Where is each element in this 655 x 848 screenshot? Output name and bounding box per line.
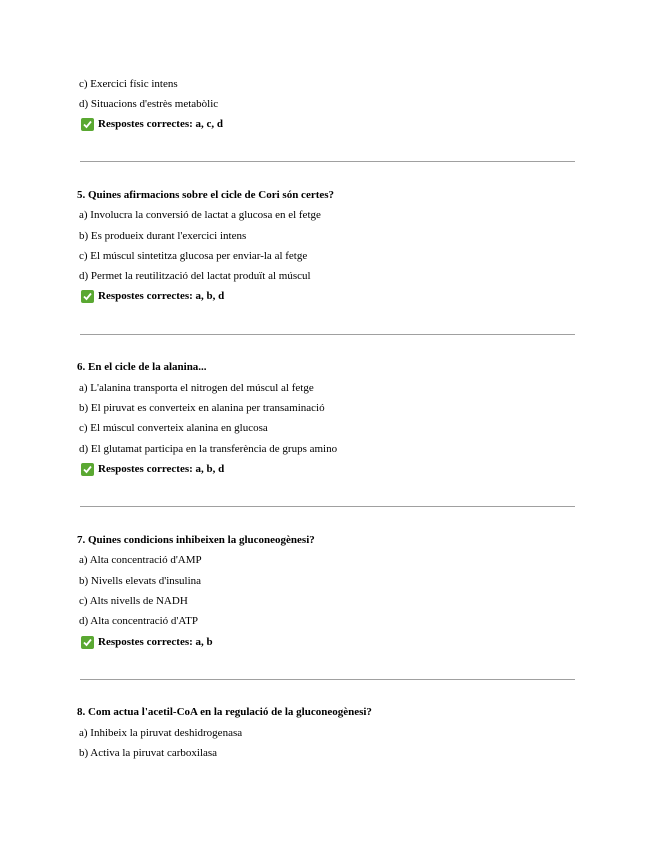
option-d: d) Alta concentració d'ATP xyxy=(79,615,198,627)
check-mark-icon xyxy=(81,290,94,303)
option-c: c) Alts nivells de NADH xyxy=(79,595,188,607)
answer-value: a, c, d xyxy=(195,118,224,130)
question-title: 6. En el cicle de la alanina... xyxy=(77,361,207,373)
option-d: d) El glutamat participa en la transferència de grups amino xyxy=(79,443,338,455)
question-title: 7. Quines condicions inhibeixen la gluconeogènesi? xyxy=(77,534,315,546)
option-b: b) Activa la piruvat carboxilasa xyxy=(79,747,218,759)
check-mark-icon xyxy=(81,118,94,131)
answer-line xyxy=(81,462,224,476)
option-c: c) Exercici físic intens xyxy=(79,78,178,90)
question-title: 8. Com actua l'acetil-CoA en la regulació de la gluconeogènesi? xyxy=(77,706,372,718)
answer-line xyxy=(81,635,213,649)
question-title: 5. Quines afirmacions sobre el cicle de Cori són certes? xyxy=(77,189,335,201)
option-c: c) El múscul sintetitza glucosa per enviar-la al fetge xyxy=(79,250,308,262)
option-a: a) L'alanina transporta el nitrogen del múscul al fetge xyxy=(79,382,314,394)
answer-label: Respostes correctes: xyxy=(98,636,193,648)
divider xyxy=(80,506,575,507)
option-b: b) Es produeix durant l'exercici intens xyxy=(79,230,247,242)
option-b: b) Nivells elevats d'insulina xyxy=(79,575,202,587)
answer-label: Respostes correctes: xyxy=(98,118,193,130)
answer-label: Respostes correctes: xyxy=(98,290,193,302)
divider xyxy=(80,334,575,335)
option-a: a) Inhibeix la piruvat deshidrogenasa xyxy=(79,727,243,739)
answer-line xyxy=(81,117,223,131)
option-c: c) El múscul converteix alanina en glucosa xyxy=(79,422,268,434)
divider xyxy=(80,161,575,162)
answer-value: a, b, d xyxy=(195,463,225,475)
divider xyxy=(80,679,575,680)
option-a: a) Involucra la conversió de lactat a glucosa en el fetge xyxy=(79,209,321,221)
answer-label: Respostes correctes: xyxy=(98,463,193,475)
check-mark-icon xyxy=(81,636,94,649)
option-d: d) Permet la reutilització del lactat produït al múscul xyxy=(79,270,311,282)
option-b: b) El piruvat es converteix en alanina per transaminació xyxy=(79,402,325,414)
answer-line xyxy=(81,289,224,303)
answer-value: a, b xyxy=(195,636,213,648)
answer-value: a, b, d xyxy=(195,290,225,302)
option-d: d) Situacions d'estrès metabòlic xyxy=(79,98,219,110)
option-a: a) Alta concentració d'AMP xyxy=(79,554,202,566)
check-mark-icon xyxy=(81,463,94,476)
